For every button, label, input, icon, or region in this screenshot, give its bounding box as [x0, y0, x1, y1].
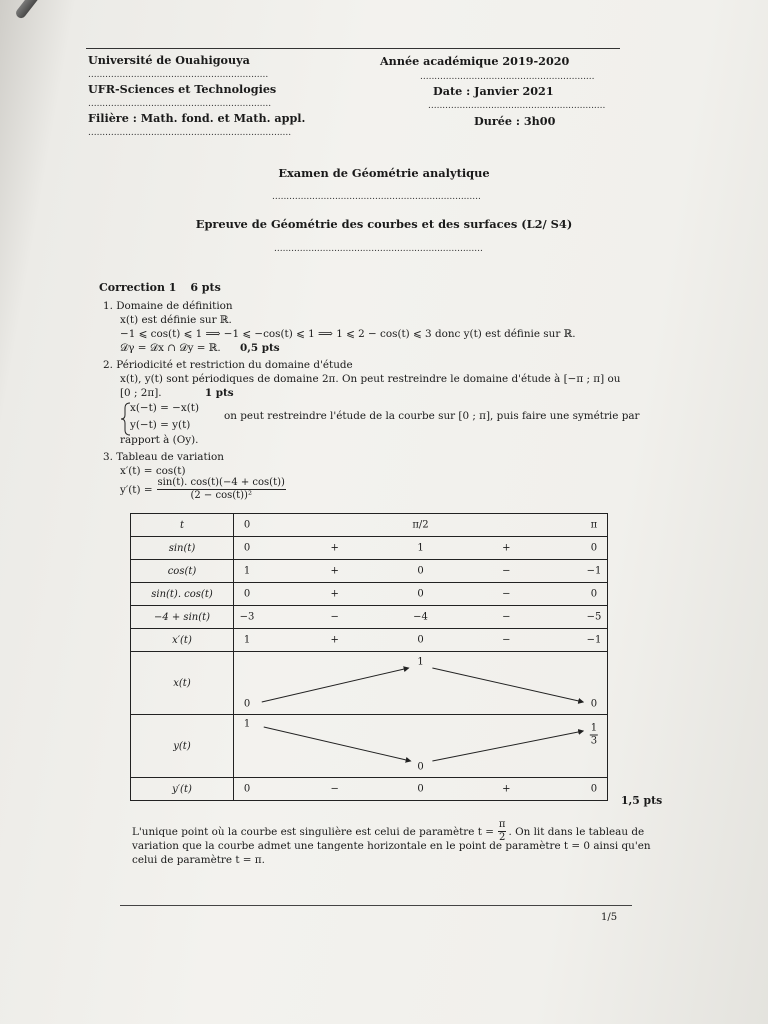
exam-duration: Durée : 3h00 [474, 114, 556, 128]
table-row [131, 514, 608, 537]
table-cell: + [502, 542, 511, 554]
section-2-line-1: x(t), y(t) sont périodiques de domaine 2π. On peut restreindre le domaine d'étude à [−π ; π] ou [120, 373, 621, 385]
section-2-line-4: rapport à (Oy). [120, 434, 199, 446]
fraction-numerator: π [498, 819, 506, 830]
variation-value: 0 [590, 698, 598, 710]
table-cell: π/2 [412, 519, 429, 531]
exam-date: Date : Janvier 2021 [433, 84, 554, 98]
table-cell: −4 [413, 611, 428, 623]
values-track [234, 715, 607, 777]
dotted-line: ............................................................. [420, 72, 595, 82]
exam-title: Examen de Géométrie analytique [278, 166, 490, 180]
row-values [234, 629, 608, 652]
section-1-title: 1. Domaine de définition [103, 300, 233, 312]
table-cell: 0 [417, 565, 424, 577]
fraction-numerator: sin(t). cos(t)(−4 + cos(t)) [157, 477, 285, 488]
table-cell: 1 [417, 542, 424, 554]
table-cell: 1 [243, 634, 251, 646]
table-cell: + [502, 783, 511, 795]
system-line-2: y(−t) = y(t) [130, 419, 191, 431]
table-cell: − [330, 783, 339, 795]
row-values [234, 537, 608, 560]
table-cell: 0 [417, 588, 424, 600]
pen-shadow [14, 0, 58, 20]
section-1-line-3 [120, 342, 280, 355]
increase-arrow [262, 668, 409, 702]
row-label: y(t) [131, 715, 234, 778]
row-label: sin(t) [131, 537, 234, 560]
row-label: sin(t). cos(t) [131, 583, 234, 606]
conclusion-line-2: variation que la courbe admet une tangente horizontale en le point de paramètre t = 0 ainsi qu'en [132, 840, 651, 852]
correction-heading [99, 281, 221, 294]
dotted-line: ......................................................................... [274, 244, 483, 254]
table-cell: −1 [586, 634, 602, 646]
values-track [234, 583, 607, 605]
conclusion-line-3: celui de paramètre t = π. [132, 854, 265, 866]
university-name: Université de Ouahigouya [88, 53, 250, 67]
table-cell: −1 [586, 565, 602, 577]
top-rule [86, 48, 620, 49]
table-cell: 0 [590, 783, 598, 795]
conclusion-text-a: L'unique point où la courbe est singulière est celui de paramètre t = [132, 825, 494, 838]
x-variation-cell [234, 652, 608, 715]
one-third-fraction [590, 724, 598, 747]
table-cell: + [330, 588, 339, 600]
conclusion-text-b: . On lit dans le tableau de [508, 825, 645, 838]
y-prime-fraction [157, 478, 286, 501]
page-number: 1/5 [601, 912, 618, 923]
footer-rule [120, 905, 632, 906]
table-cell: − [502, 611, 511, 623]
table-cell: −3 [239, 611, 255, 623]
variation-value: 0 [417, 761, 424, 773]
values-track [234, 629, 607, 651]
table-cell: 1 [243, 565, 251, 577]
decrease-arrow [264, 727, 411, 761]
y-variation-cell [234, 715, 608, 778]
table-cell: − [330, 611, 339, 623]
table-cell: 0 [243, 542, 251, 554]
fraction-numerator: 1 [590, 722, 598, 734]
domain-equation: 𝒟γ = 𝒟x ∩ 𝒟y = ℝ. [120, 342, 221, 354]
table-row [131, 537, 608, 560]
table-cell: − [502, 588, 511, 600]
section-2-points: 1 pts [204, 387, 234, 399]
decrease-arrow [432, 668, 583, 702]
table-cell: 0 [243, 588, 251, 600]
dotted-line: ................................................................ [88, 99, 272, 109]
table-row [131, 606, 608, 629]
table-cell: 0 [243, 519, 251, 531]
values-track [234, 606, 607, 628]
dotted-line: ......................................................................... [272, 192, 481, 202]
row-label: x(t) [131, 652, 234, 715]
values-track [234, 537, 607, 559]
increase-arrow [432, 731, 583, 761]
section-1-line-1: x(t) est définie sur ℝ. [120, 314, 232, 326]
fraction-denominator: 3 [590, 735, 598, 747]
fraction-denominator: 2 [499, 832, 506, 843]
ufr-name: UFR-Sciences et Technologies [88, 82, 277, 96]
section-2-line-2 [120, 387, 234, 399]
fraction-denominator: (2 − cos(t))² [190, 490, 252, 501]
row-values [234, 778, 608, 801]
academic-year: Année académique 2019-2020 [380, 54, 570, 68]
table-cell: π [590, 519, 598, 531]
values-track [234, 652, 607, 714]
table-cell: + [330, 634, 339, 646]
row-label: −4 + sin(t) [131, 606, 234, 629]
section-3-title: 3. Tableau de variation [103, 451, 224, 463]
variation-value: 1 [417, 656, 424, 668]
dotted-line: ....................................................................... [88, 128, 292, 138]
x-prime-equation: x′(t) = cos(t) [120, 465, 186, 477]
filiere: Filière : Math. fond. et Math. appl. [88, 111, 306, 125]
table-cell: 0 [590, 542, 598, 554]
values-track [234, 560, 607, 582]
correction-title: Correction 1 [99, 281, 177, 294]
values-track [234, 514, 607, 536]
variation-table [130, 513, 608, 801]
table-row [131, 560, 608, 583]
table-cell: − [502, 634, 511, 646]
values-track [234, 778, 607, 800]
table-row [131, 583, 608, 606]
variation-value: 0 [243, 698, 251, 710]
y-prime-sign-row [131, 778, 608, 801]
section-2-line-3: on peut restreindre l'étude de la courbe sur [0 ; π], puis faire une symétrie par [224, 410, 640, 422]
epreuve-title: Epreuve de Géométrie des courbes et des surfaces (L2/ S4) [195, 217, 573, 231]
row-label: cos(t) [131, 560, 234, 583]
row-label: x′(t) [131, 629, 234, 652]
row-label: t [131, 514, 234, 537]
table-cell: −5 [586, 611, 602, 623]
row-values [234, 560, 608, 583]
system-line-1: x(−t) = −x(t) [130, 402, 200, 414]
section-2-title: 2. Périodicité et restriction du domaine d'étude [103, 359, 353, 371]
row-values [234, 606, 608, 629]
y-variation-row [131, 715, 608, 778]
row-label: y′(t) [131, 778, 234, 801]
table-cell: + [330, 565, 339, 577]
table-cell: 0 [590, 588, 598, 600]
variation-value: 1 [243, 718, 251, 730]
table-cell: + [330, 542, 339, 554]
row-values [234, 514, 608, 537]
section-1-line-2: −1 ⩽ cos(t) ⩽ 1 ⟹ −1 ⩽ −cos(t) ⩽ 1 ⟹ 1 ⩽ 2 − cos(t) ⩽ 3 donc y(t) est définie sur ℝ. [120, 328, 576, 340]
table-cell: 0 [417, 634, 424, 646]
correction-points: 6 pts [190, 281, 221, 294]
table-cell: − [502, 565, 511, 577]
table-row [131, 629, 608, 652]
table-cell: 0 [417, 783, 424, 795]
table-cell: 0 [243, 783, 251, 795]
interval-text: [0 ; 2π]. [120, 387, 162, 399]
dotted-line: ............................................................... [88, 70, 269, 80]
y-prime-equation [120, 478, 286, 501]
section-1-points: 0,5 pts [240, 342, 280, 354]
x-variation-row [131, 652, 608, 715]
y-prime-lhs: y′(t) = [120, 483, 153, 496]
table-points: 1,5 pts [621, 794, 663, 807]
dotted-line: .............................................................. [428, 101, 606, 111]
row-values [234, 583, 608, 606]
